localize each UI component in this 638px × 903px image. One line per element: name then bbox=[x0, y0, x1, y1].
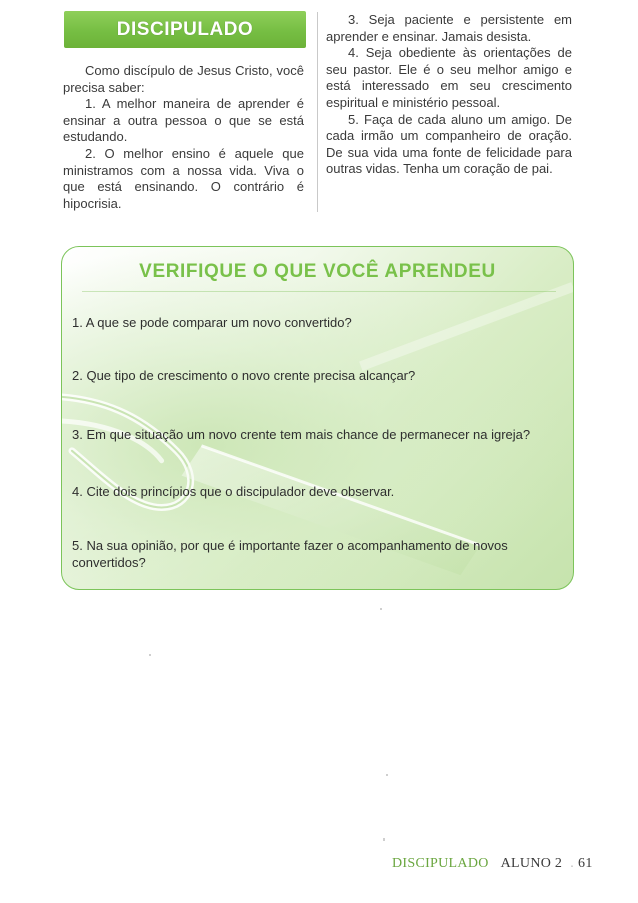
page-number: 61 bbox=[578, 856, 593, 871]
right-column bbox=[326, 12, 572, 178]
question-4: 4. Cite dois princípios que o discipulador deve observar. bbox=[72, 484, 395, 499]
question-2: 2. Que tipo de crescimento o novo crente precisa alcançar? bbox=[72, 368, 416, 383]
column-divider bbox=[317, 12, 318, 212]
intro-paragraph: Como discípulo de Jesus Cristo, você precisa saber: bbox=[63, 63, 304, 95]
title-rule bbox=[82, 291, 556, 292]
section-header bbox=[64, 11, 306, 48]
page-footer bbox=[392, 856, 593, 872]
scan-speck bbox=[386, 774, 388, 776]
principle-3: 3. Seja paciente e persistente em aprender e ensinar. Jamais desista. bbox=[326, 12, 572, 44]
review-title: VERIFIQUE O QUE VOCÊ APRENDEU bbox=[139, 261, 496, 282]
scan-speck bbox=[383, 838, 385, 841]
left-column bbox=[63, 63, 304, 212]
question-1: 1. A que se pode comparar um novo convertido? bbox=[72, 315, 352, 330]
footer-course: ALUNO 2 bbox=[500, 856, 563, 871]
principle-4: 4. Seja obediente às orientações de seu pastor. Ele é o seu melhor amigo e está interessado em seu crescimento espiritual e ministério pessoal. bbox=[326, 45, 572, 110]
section-title: DISCIPULADO bbox=[116, 18, 254, 40]
review-panel bbox=[61, 246, 574, 590]
principle-1: 1. A melhor maneira de aprender é ensinar a outra pessoa o que se está estudando. bbox=[63, 96, 304, 145]
question-5: 5. Na sua opinião, por que é importante fazer o acompanhamento de novos convertidos? bbox=[72, 538, 508, 570]
footer-section: DISCIPULADO bbox=[392, 856, 489, 871]
scan-speck bbox=[149, 654, 151, 656]
scan-speck bbox=[380, 608, 382, 610]
principle-2: 2. O melhor ensino é aquele que ministramos com a nossa vida. Viva o que está ensinando. O contrário é hipocrisia. bbox=[63, 145, 304, 211]
principle-5: 5. Faça de cada aluno um amigo. De cada irmão um companheiro de oração. De sua vida uma fonte de felicidade para outras vidas. Tenha um coração de pai. bbox=[326, 111, 572, 177]
question-3: 3. Em que situação um novo crente tem mais chance de permanecer na igreja? bbox=[72, 427, 531, 442]
footer-separator: . bbox=[570, 856, 575, 871]
